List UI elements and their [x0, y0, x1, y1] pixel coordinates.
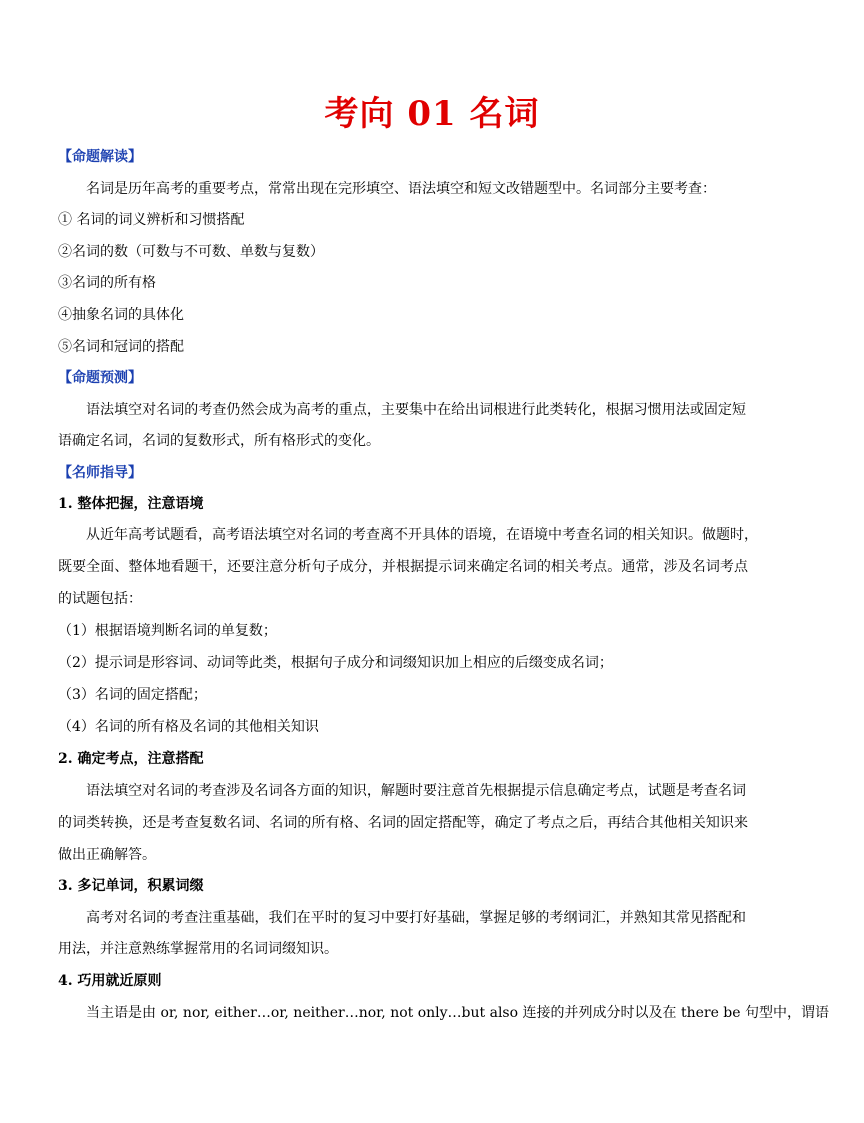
yuce-paragraph-line: 语法填空对名词的考查仍然会成为高考的重点，主要集中在给出词根进行此类转化，根据习惯用法或固定短 [86, 402, 746, 418]
jiedu-item: ②名词的数（可数与不可数、单数与复数） [58, 244, 324, 260]
section-heading-jiedu: 【命题解读】 [58, 149, 142, 165]
tip-1-list-item: （1）根据语境判断名词的单复数； [58, 623, 277, 639]
tip-1-list-item: （3）名词的固定搭配； [58, 687, 207, 703]
yuce-paragraph-line: 语确定名词，名词的复数形式，所有格形式的变化。 [58, 433, 380, 449]
jiedu-item: ③名词的所有格 [58, 275, 156, 291]
jiedu-item: ① 名词的词义辨析和习惯搭配 [58, 212, 245, 228]
tip-2-paragraph-line: 的词类转换，还是考查复数名词、名词的所有格、名词的固定搭配等，确定了考点之后，再结合其他相关知识来 [58, 815, 748, 831]
jiedu-item: ④抽象名词的具体化 [58, 307, 184, 323]
tip-1-list-item: （4）名词的所有格及名词的其他相关知识 [58, 719, 319, 735]
page-title: 考向 01 名词 [324, 94, 540, 134]
tip-4-paragraph-line: 当主语是由 or, nor, either…or, neither…nor, not only…but also 连接的并列成分时以及在 there be 句型中，谓语 [86, 1005, 829, 1021]
jiedu-intro: 名词是历年高考的重要考点，常常出现在完形填空、语法填空和短文改错题型中。名词部分主要考查： [86, 181, 716, 197]
tip-1-paragraph-line: 既要全面、整体地看题干，还要注意分析句子成分，并根据提示词来确定名词的相关考点。通常，涉及名词考点 [58, 559, 748, 575]
section-heading-zhidao: 【名师指导】 [58, 465, 142, 481]
tip-2-paragraph-line: 做出正确解答。 [58, 847, 156, 863]
tip-1-list-item: （2）提示词是形容词、动词等此类，根据句子成分和词缀知识加上相应的后缀变成名词； [58, 655, 613, 671]
section-heading-yuce: 【命题预测】 [58, 370, 142, 386]
tip-heading-3: 3. 多记单词，积累词缀 [58, 878, 204, 894]
tip-1-paragraph-line: 从近年高考试题看，高考语法填空对名词的考查离不开具体的语境，在语境中考查名词的相关知识。做题时， [86, 527, 758, 543]
tip-heading-2: 2. 确定考点，注意搭配 [58, 751, 204, 767]
tip-1-paragraph-line: 的试题包括： [58, 591, 142, 607]
tip-heading-4: 4. 巧用就近原则 [58, 973, 162, 989]
tip-3-paragraph-line: 高考对名词的考查注重基础，我们在平时的复习中要打好基础，掌握足够的考纲词汇，并熟知其常见搭配和 [86, 910, 746, 926]
jiedu-item: ⑤名词和冠词的搭配 [58, 339, 184, 355]
tip-heading-1: 1. 整体把握，注意语境 [58, 496, 204, 512]
tip-3-paragraph-line: 用法，并注意熟练掌握常用的名词词缀知识。 [58, 941, 338, 957]
tip-2-paragraph-line: 语法填空对名词的考查涉及名词各方面的知识，解题时要注意首先根据提示信息确定考点，试题是考查名词 [86, 783, 746, 799]
